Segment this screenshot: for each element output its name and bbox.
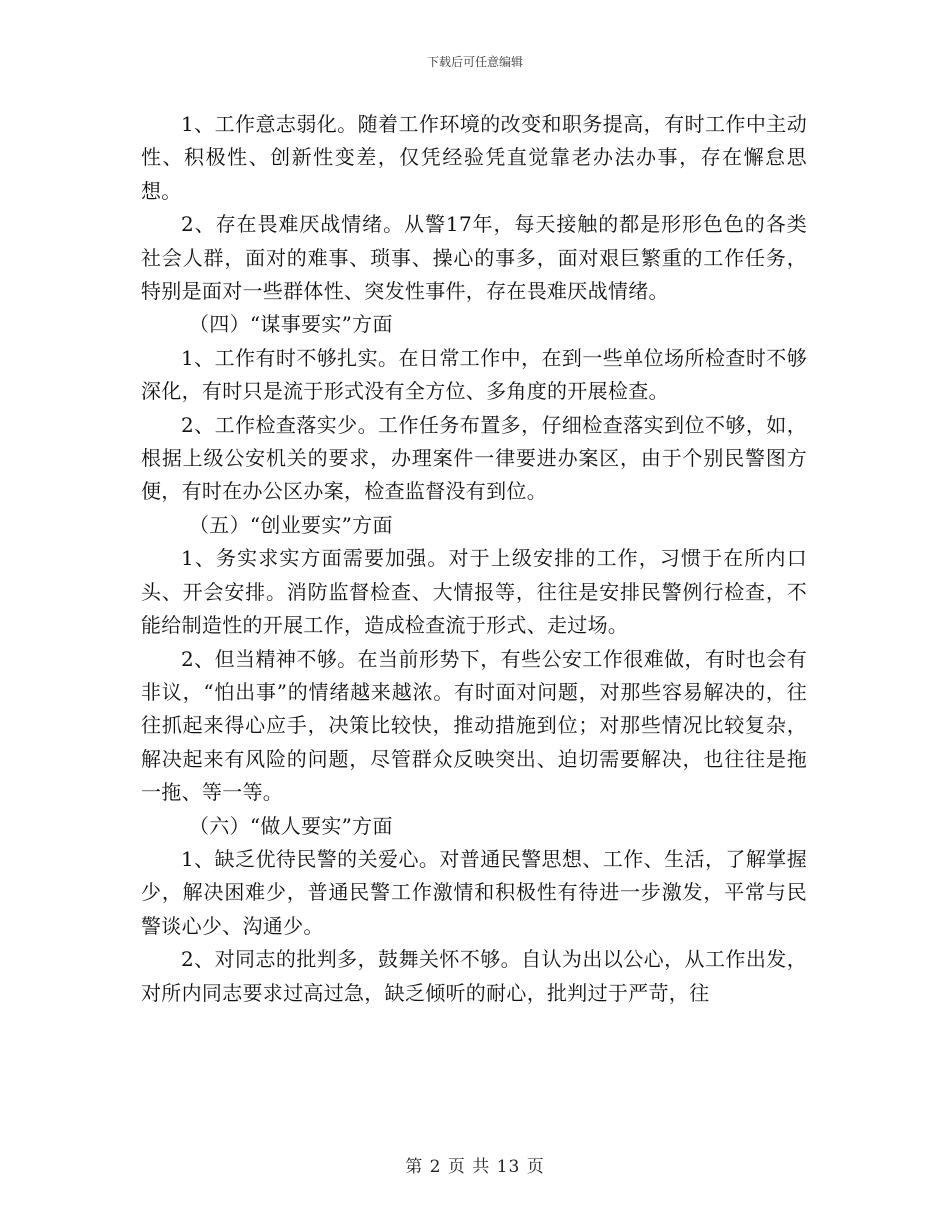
paragraph: 1、务实求实方面需要加强。对于上级安排的工作，习惯于在所内口头、开会安排。消防监督检查、大情报等，往往是安排民警例行检查，不能给制造性的开展工作，造成检查流于形式、走过场。 [141, 546, 807, 638]
page-header: 下载后可任意编辑 [426, 55, 523, 69]
section-heading: （四）“谋事要实”方面 [189, 312, 393, 337]
paragraph: 1、工作意志弱化。随着工作环境的改变和职务提高，有时工作中主动性、积极性、创新性变差，仅凭经验凭直觉靠老办法办事，存在懈怠思想。 [141, 112, 807, 203]
paragraph: 2、对同志的批判多，鼓舞关怀不够。自认为出以公心，从工作出发，对所内同志要求过高过急，缺乏倾听的耐心，批判过于严苛，往 [141, 947, 807, 1005]
paragraph: 1、缺乏优待民警的关爱心。对普通民警思想、工作、生活，了解掌握少，解决困难少，普通民警工作激情和积极性有待进一步激发，平常与民警谈心少、沟通少。 [141, 846, 807, 938]
document-body [141, 108, 807, 1010]
paragraph: 2、工作检查落实少。工作任务布置多，仔细检查落实到位不够，如，根据上级公安机关的要求，办理案件一律要进办案区，由于个别民警图方便，有时在办公区办案，检查监督没有到位。 [141, 412, 807, 504]
paragraph: 2、但当精神不够。在当前形势下，有些公安工作很难做，有时也会有非议，“怕出事”的情绪越来越浓。有时面对问题，对那些容易解决的，往往抓起来得心应手，决策比较快，推动措施到位；对那些情况比较复杂，解决起来有风险的问题，尽管群众反映突出、迫切需要解决，也往往是拖一拖、等一等。 [141, 646, 807, 805]
page-number-footer: 第 2 页 共 13 页 [405, 1157, 545, 1177]
paragraph: 1、工作有时不够扎实。在日常工作中，在到一些单位场所检查时不够深化，有时只是流于形式没有全方位、多角度的开展检查。 [141, 345, 807, 404]
paragraph: 2、存在畏难厌战情绪。从警17年，每天接触的都是形形色色的各类社会人群，面对的难事、琐事、操心的事多，面对艰巨繁重的工作任务，特别是面对一些群体性、突发性事件，存在畏难厌战情绪。 [141, 212, 807, 304]
section-heading: （五）“创业要实”方面 [189, 512, 393, 537]
section-heading: （六）“做人要实”方面 [189, 813, 393, 838]
